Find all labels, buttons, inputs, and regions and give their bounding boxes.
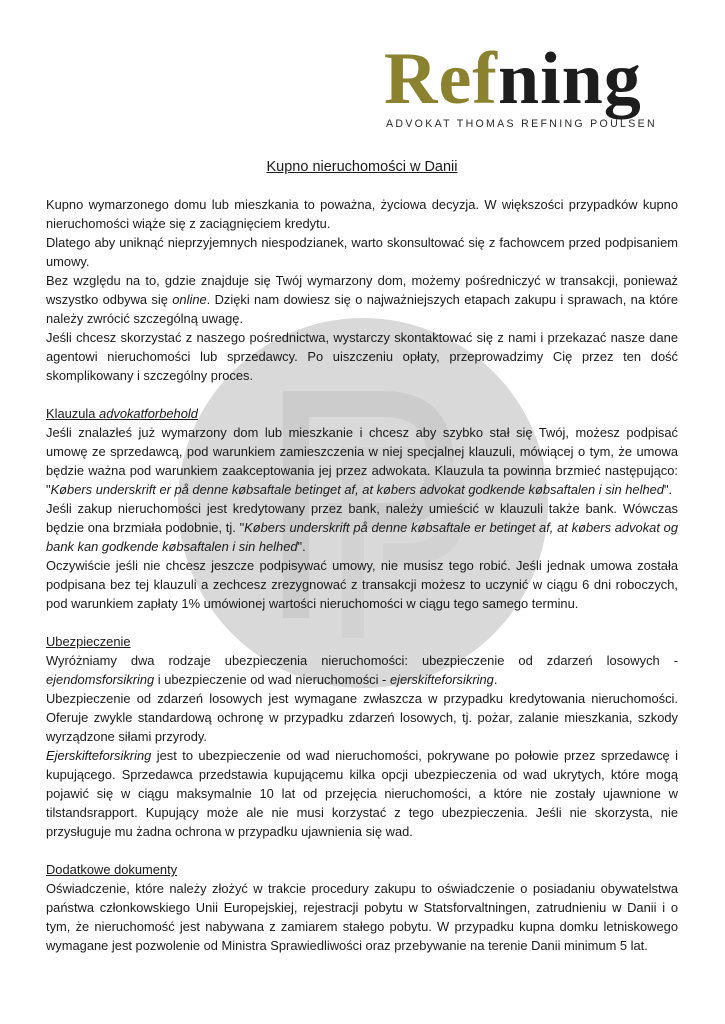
intro-section <box>46 195 678 385</box>
emphasis-text: advokatforbehold <box>99 406 198 421</box>
documents-paragraph: Oświadczenie, które należy złożyć w trakcie procedury zakupu to oświadczenie o posiadaniu obywatelstwa państwa członkowskiego Unii Europejskiej, rejestracji pobytu w Statsforvaltningen, zatrudnieniu w Danii i o tym, że nieruchomość jest nabywana z zamiarem stałego pobytu. W przypadku kupna domku letniskowego wymagane jest pozwolenie od Ministra Sprawiedliwości oraz przebywanie na terenie Danii minimum 5 lat. <box>46 881 678 953</box>
clause-paragraph: Oczywiście jeśli nie chcesz jeszcze podpisywać umowy, nie musisz tego robić. Jeśli jednak umowa została podpisana bez tej klauzuli a zechcesz zrezygnować z transakcji możesz to uczynić w ciągu 6 dni roboczych, pod warunkiem zapłaty 1% umówionej wartości nieruchomości w ciągu tego samego terminu. <box>46 558 678 611</box>
emphasis-text: online <box>172 292 207 307</box>
text-run: Jeśli znalazłeś już wymarzony dom lub mieszkanie i chcesz aby szybko stał się Twój, możesz podpisać umowę ze sprzedawcą, pod warunkiem zamieszczenia w niej specjalnej klauzuli, mówiącej o tym, że umowa będzie ważna pod warunkiem zaakceptowania jej przez adwokata. Klauzula ta powinna brzmieć następująco: " <box>46 425 678 497</box>
text-run: Klauzula <box>46 406 100 421</box>
text-run: Bez względu na to, gdzie znajduje się Twój wymarzony dom, możemy pośredniczyć w transakcji, ponieważ wszystko odbywa się <box>46 273 678 307</box>
intro-paragraph: Kupno wymarzonego domu lub mieszkania to poważna, życiowa decyzja. W większości przypadków kupno nieruchomości wiąże się z zaciągnięciem kredytu. <box>46 197 678 231</box>
text-run: ". <box>297 539 306 554</box>
insurance-paragraph <box>46 651 678 689</box>
text-run: ". <box>663 482 673 497</box>
text-run: jest to ubezpieczenie od wad nieruchomości, pokrywane po połowie przez sprzedawcę i kupującego. Sprzedawca przedstawia kupującemu kilka opcji ubezpieczenia od wad ukrytych, które mogą pojawić się w ciągu maksymalnie 10 lat od przejęcia nieruchomości, a które nie zostały ujawnione w tilstandsrapport. Kupujący może ale nie musi korzystać z tego ubezpieczenia. Jeśli nie skorzysta, nie przysługuje mu żadna ochrona w przypadku ujawnienia się wad. <box>46 748 678 839</box>
emphasis-text: Købers underskrift på denne købsaftale er betinget af, at købers advokat og bank kan godkende købsaftalen i sin helhed <box>46 520 678 554</box>
section-heading: Dodatkowe dokumenty <box>46 862 178 877</box>
clause-section <box>46 404 678 613</box>
document-title: Kupno nieruchomości w Danii <box>266 159 458 175</box>
emphasis-text: ejerskifteforsikring <box>389 672 494 687</box>
insurance-paragraph <box>46 746 678 841</box>
text-run: Wyróżniamy dwa rodzaje ubezpieczenia nieruchomości: ubezpieczenie od zdarzeń losowych - <box>46 653 678 668</box>
emphasis-text: Ejerskifteforsikring <box>46 748 152 763</box>
firm-logo <box>384 40 694 135</box>
section-heading <box>46 404 678 423</box>
section-heading: Ubezpieczenie <box>46 634 131 649</box>
text-run: i ubezpieczenie od wad nieruchomości - <box>154 672 390 687</box>
logo-wordmark <box>384 40 642 118</box>
intro-paragraph: Dlatego aby uniknąć nieprzyjemnych niespodzianek, warto skonsultować się z fachowcem przed podpisaniem umowy. <box>46 235 678 269</box>
logo-subtitle: ADVOKAT THOMAS REFNING POULSEN <box>386 118 657 130</box>
emphasis-text: Købers underskrift er på denne købsaftale betinget af, at købers advokat godkende købsaftalen i sin helhed <box>50 482 664 497</box>
insurance-paragraph: Ubezpieczenie od zdarzeń losowych jest wymagane zwłaszcza w przypadku kredytowania nieruchomości. Oferuje zwykle standardową ochronę w przypadku zdarzeń losowych, tj. pożar, zalanie mieszkania, szkody wyrządzone siłami przyrody. <box>46 691 678 744</box>
documents-section <box>46 860 678 955</box>
logo-wordmark-accent: Ref <box>384 38 498 120</box>
document-body <box>46 158 678 955</box>
text-run: . Dzięki nam dowiesz się o najważniejszych etapach zakupu i sprawach, na które należy zwrócić szczególną uwagę. <box>46 292 678 326</box>
intro-paragraph <box>46 271 678 328</box>
intro-paragraph: Jeśli chcesz skorzystać z naszego pośrednictwa, wystarczy skontaktować się z nami i przekazać nasze dane agentowi nieruchomości lub sprzedawcy. Po uiszczeniu opłaty, przeprowadzimy Cię przez ten dość skomplikowany i szczególny proces. <box>46 330 678 383</box>
logo-wordmark-rest: ning <box>497 38 642 120</box>
emphasis-text: ejendomsforsikring <box>46 672 155 687</box>
clause-paragraph <box>46 499 678 556</box>
text-run: . <box>493 672 498 687</box>
insurance-section <box>46 632 678 841</box>
text-run: Jeśli zakup nieruchomości jest kredytowany przez bank, należy umieścić w klauzuli także bank. Wówczas będzie ona brzmiała podobnie, tj. " <box>46 501 678 535</box>
clause-paragraph <box>46 423 678 499</box>
